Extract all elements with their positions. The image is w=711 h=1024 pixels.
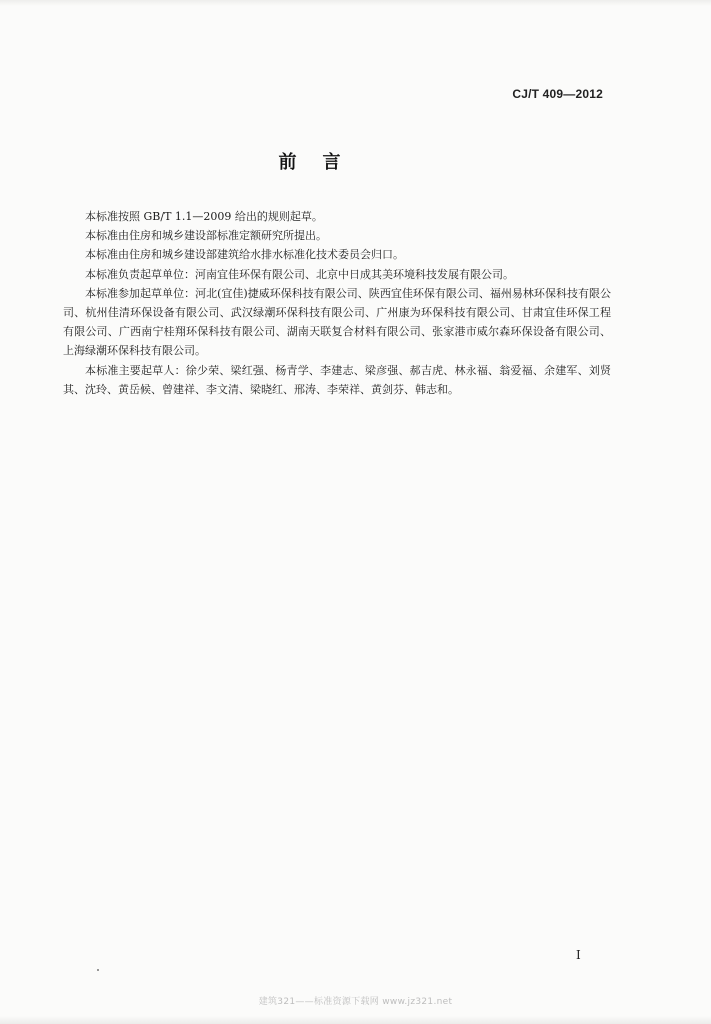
foreword-body	[63, 207, 611, 399]
scan-edge-bottom	[0, 1016, 711, 1024]
scan-edge-top	[0, 0, 711, 6]
paragraph-main-drafters: 本标准主要起草人：徐少荣、梁红强、杨青学、李建志、梁彦强、郝吉虎、林永福、翁爱福、余建军、刘贤其、沈玲、黄岳候、曾建祥、李文清、梁晓红、邢涛、李荣祥、黄剑芬、韩志和。	[63, 363, 611, 396]
scan-speck	[97, 969, 99, 971]
paragraph-administrator: 本标准由住房和城乡建设部建筑给水排水标准化技术委员会归口。	[85, 248, 404, 262]
paragraph-lead-drafting-units: 本标准负责起草单位：河南宜佳环保有限公司、北京中日成其美环境科技发展有限公司。	[85, 267, 514, 281]
paragraph-drafting-rules: 本标准按照 GB/T 1.1—2009 给出的规则起草。	[85, 210, 323, 223]
page-number: I	[576, 948, 581, 962]
paragraph-proposer: 本标准由住房和城乡建设部标准定额研究所提出。	[85, 229, 327, 243]
paragraph-participating-units: 本标准参加起草单位：河北(宜佳)捷威环保科技有限公司、陕西宜佳环保有限公司、福州易林环保科技有限公司、杭州佳清环保设备有限公司、武汉绿潮环保科技有限公司、广州康为环保科技有限公司、甘肃宜佳环保工程有限公司、广西南宁桂翔环保科技有限公司、湖南天联复合材料有限公司、张家港市威尔森环保设备有限公司、上海绿潮环保科技有限公司。	[63, 286, 611, 358]
watermark-text: 建筑321——标准资源下载网 www.jz321.net	[258, 997, 453, 1007]
page-title: 前言	[278, 152, 367, 173]
standard-code: CJ/T 409—2012	[512, 87, 603, 101]
